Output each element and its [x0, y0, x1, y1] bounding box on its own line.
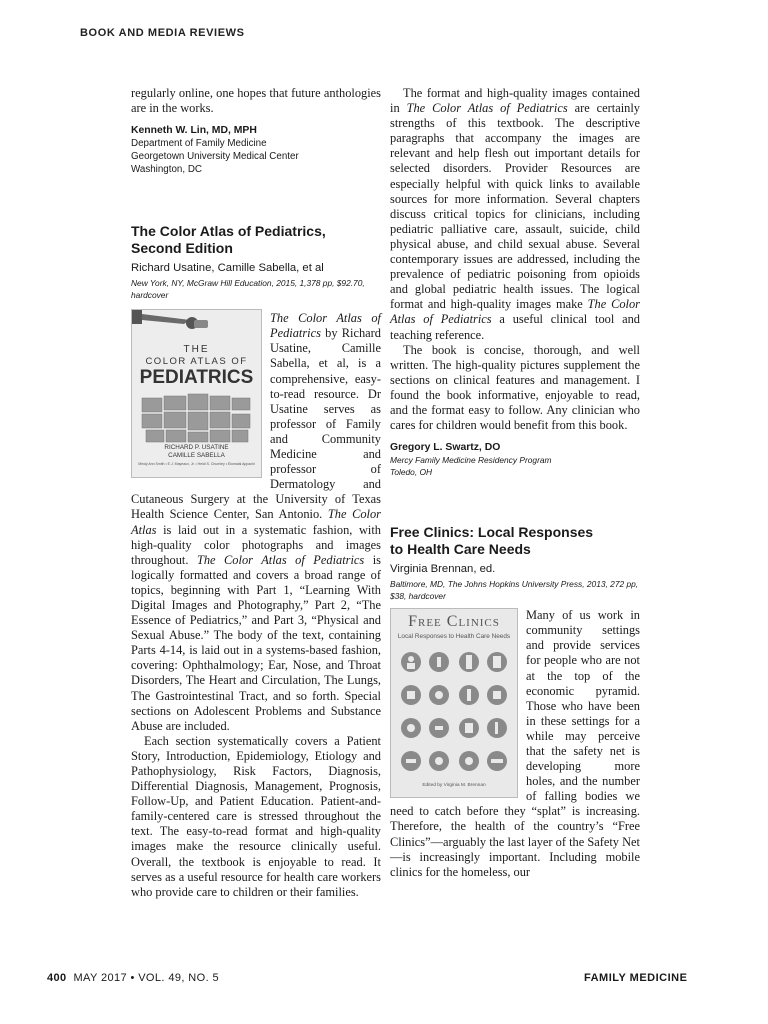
review2-title: [390, 524, 640, 558]
page-number: 400: [47, 972, 67, 984]
running-head: BOOK AND MEDIA REVIEWS: [80, 27, 245, 39]
footer-issue-line: [47, 972, 219, 984]
left-column: [131, 86, 381, 900]
review2-paragraph-1: Many of us work in community settings and provide services for people who are not at the top of the economic pyramid. Those who have been in these settings for a while may perceive that the safety net is developing more holes, and the number of falling bodies we need to catch before they “splat” is increasing. Therefore, the health of the country’s “Free Clinics”—arguably the last layer of the Safety Net—is increasingly important. Including mobile clinics for the homeless, our: [390, 608, 640, 879]
review1-pubinfo: New York, NY, McGraw Hill Education, 2015, 1,378 pp, $92.70, hardcover: [131, 278, 365, 301]
cover-free-clinics-title: Free Clinics: [408, 613, 500, 631]
prev-reviewer-block: [131, 124, 381, 176]
cover-free-clinics-editor: Edited by Virginia M. Brennan: [422, 783, 486, 789]
cover-author-1: RICHARD P. USATINE: [164, 444, 229, 452]
review1-title: [131, 223, 381, 257]
review1-paragraph-4: The book is concise, thorough, and well written. The high-quality pictures supplement the sections on clinical features and management. I found the book informative, enjoyable to read, and the format easy to follow. Any clinician who cares for children would benefit from this book.: [390, 342, 640, 433]
review1-title-line-1: The Color Atlas of Pediatrics,: [131, 223, 326, 240]
review2-pubinfo: Baltimore, MD, The Johns Hopkins University Press, 2013, 272 pp, $38, hardcover: [390, 579, 639, 602]
pediatrics-book-cover: [131, 309, 262, 478]
cover-author-2: CAMILLE SABELLA: [168, 452, 225, 460]
reviewer-affil-1: Mercy Family Medicine Residency Program: [390, 455, 552, 466]
reviewer-name: Gregory L. Swartz, DO: [390, 442, 501, 454]
cover-pediatrics: PEDIATRICS: [139, 367, 254, 389]
prev-reviewer-name: Kenneth W. Lin, MD, MPH: [131, 125, 257, 137]
review1-paragraph-1: The Color Atlas of Pediatrics by Richard Usatine, Camille Sabella, et al, is a comprehensive, easy-to-read resource. Dr Usatine serves as professor of Family and Community Medicine and professor of Dermatology and Cutaneous Surgery at the University of Texas Health Science Center, San Antonio. The Color Atlas is laid out in a systematic fashion, with high-quality color photographs and images throughout. The Color Atlas of Pediatrics is logically formatted and covers a broad range of topics, beginning with Part 1, “Learning With Digital Images and Photography,” Part 2, “The Essence of Pediatrics,” and Part 3, “Physical and Sexual Abuse.” The body of the text, containing Parts 4-14, is laid out in a systems-based fashion, covering: Ophthalmology; Ear, Nose, and Throat Disorders, The Heart and Circulation, The Lungs, The Gastrointestinal Tract, and so forth. Special sections on Adolescent Problems and Substance Abuse are included.: [131, 311, 381, 733]
review1-title-line-2: Second Edition: [131, 240, 233, 257]
right-column: [390, 86, 640, 880]
prev-reviewer-affil-3: Washington, DC: [131, 164, 202, 176]
reviewer-affil-2: Toledo, OH: [390, 467, 433, 478]
review1-authors: Richard Usatine, Camille Sabella, et al: [131, 262, 324, 275]
cover-the: THE: [183, 344, 210, 356]
cover-contributors: Mindy Ann Smith • E.J. Mayeaux, Jr. • Heidi S. Chumley • Elumalai Appachi: [138, 462, 255, 467]
free-clinics-book-cover: [390, 608, 518, 798]
reviewer-block: [390, 441, 640, 478]
cover-color-atlas-of: COLOR ATLAS OF: [145, 356, 248, 368]
review2-authors: Virginia Brennan, ed.: [390, 563, 496, 576]
cover-free-clinics-subtitle: Local Responses to Health Care Needs: [397, 633, 511, 641]
review2-title-line-2: to Health Care Needs: [390, 541, 531, 558]
continuation-paragraph: regularly online, one hopes that future anthologies are in the works.: [131, 86, 381, 116]
footer-journal-name: FAMILY MEDICINE: [584, 972, 688, 984]
review1-paragraph-3: The format and high-quality images contained in The Color Atlas of Pediatrics are certainly strengths of this textbook. The descriptive paragraphs that accompany the images are relevant and help flesh out important details for selected disorders. Provider Resources are especially helpful with quick links to available sources for more information. Several chapters discuss critical topics for clinicians, including pediatric palliative care, assault, suicide, child physical abuse, and child sexual abuse. Several contemporary issues are addressed, including the prevalence of pediatric poisoning from opioids and global pediatric health issues. The logical format and high-quality images make The Color Atlas of Pediatrics a useful clinical tool and teaching reference.: [390, 86, 640, 342]
prev-reviewer-affil-2: Georgetown University Medical Center: [131, 151, 299, 163]
review1-paragraph-2: Each section systematically covers a Patient Story, Introduction, Epidemiology, Etiology and Pathophysiology, Risk Factors, Diagnosis, Differential Diagnosis, Management, Prognosis, Follow-Up, and Patient Education. Patient-and-family-centered care is stressed throughout the text. The easy-to-read format and high-quality images make the resource clinically useful. Overall, the textbook is enjoyable to read. It serves as a useful resource for health care workers who provide care to children or their families.: [131, 733, 381, 899]
issue-info: MAY 2017 • VOL. 49, NO. 5: [73, 972, 219, 984]
review2-title-line-1: Free Clinics: Local Responses: [390, 524, 594, 541]
prev-reviewer-affil-1: Department of Family Medicine: [131, 138, 267, 150]
